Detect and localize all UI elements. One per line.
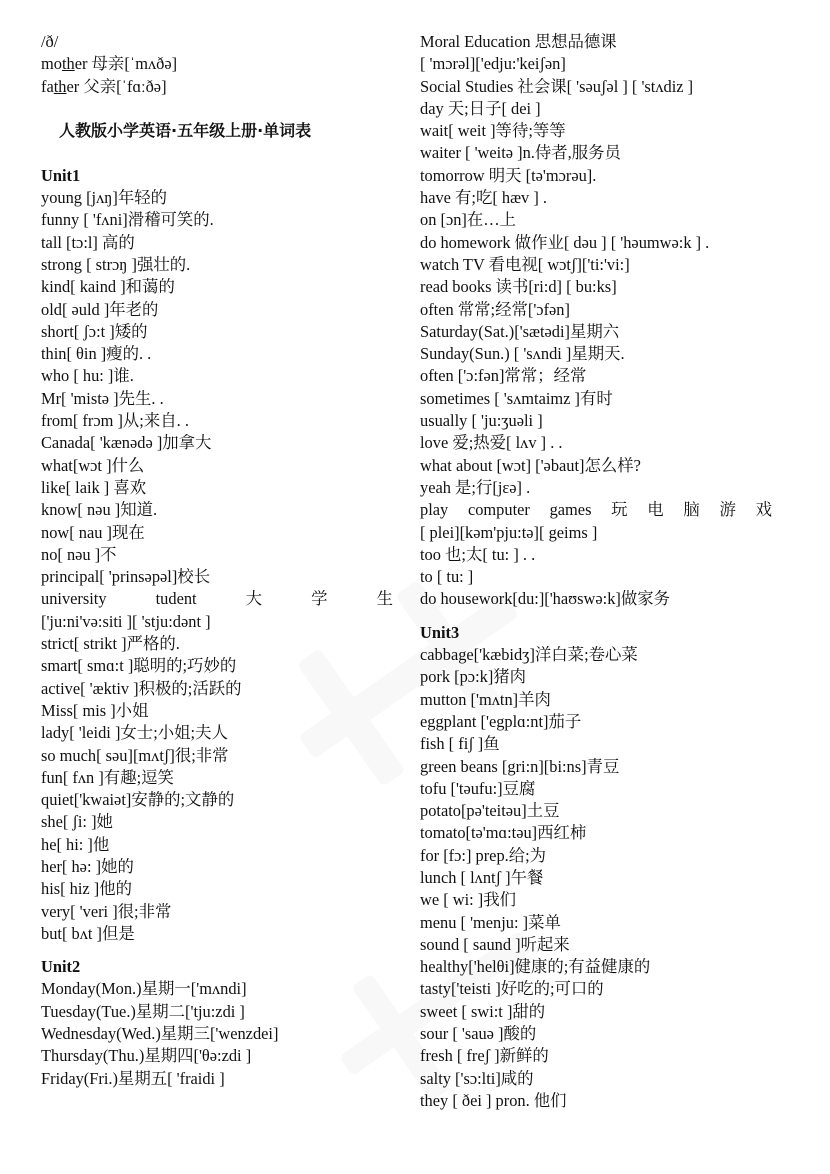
word-entry: usually [ 'ju:ʒuəli ] xyxy=(420,411,543,431)
word-entry: but[ bʌt ]但是 xyxy=(41,923,135,943)
word-entry: strong [ strɔŋ ]强壮的. xyxy=(41,254,191,274)
word-entry: too 也;太[ tu: ] . . xyxy=(420,544,536,564)
word-fragment: 脑 xyxy=(683,500,700,520)
word-entry: lady[ 'leidi ]女士;小姐;夫人 xyxy=(41,723,228,743)
word-entry: like[ laik ] 喜欢 xyxy=(41,477,147,497)
word-list-unit2-cont xyxy=(420,31,772,499)
word-entry: day 天;日子[ dei ] xyxy=(420,98,541,118)
word-entry: strict[ strikt ]严格的. xyxy=(41,634,180,654)
word-entry: short[ ʃɔ:t ]矮的 xyxy=(41,321,148,341)
word-entry: wait[ weit ]等待;等等 xyxy=(420,121,566,141)
word-entry: her[ hə: ]她的 xyxy=(41,856,134,876)
word-entry-university xyxy=(41,588,393,610)
word-entry: what about [wɔt] ['əbaut]怎么样? xyxy=(420,455,641,475)
word-fragment: games xyxy=(549,500,592,520)
word-entry: fresh [ freʃ ]新鲜的 xyxy=(420,1046,549,1066)
word-entry: quiet['kwaiət]安静的;文静的 xyxy=(41,790,235,810)
word-entry: tomato[tə'mɑ:təu]西红柿 xyxy=(420,823,587,843)
unit-heading: Unit2 xyxy=(41,957,81,977)
phoneme-label: /ð/ xyxy=(41,32,59,51)
word-entry: Canada[ 'kænədə ]加拿大 xyxy=(41,433,212,453)
word-entry: green beans [gri:n][bi:ns]青豆 xyxy=(420,756,620,776)
word-entry: fun[ fʌn ]有趣;逗笑 xyxy=(41,767,174,787)
word-entry: funny [ 'fʌni]滑稽可笑的. xyxy=(41,210,214,230)
word-entry: his[ hiz ]他的 xyxy=(41,879,133,899)
word-entry: tasty['teisti ]好吃的;可口的 xyxy=(420,979,604,999)
word-fragment: computer xyxy=(467,500,530,520)
word-fragment: 学 xyxy=(311,589,328,609)
word-entry: Miss[ mis ]小姐 xyxy=(41,700,149,720)
word-entry: Mr[ 'mistə ]先生. . xyxy=(41,388,164,408)
word-fragment: tudent xyxy=(155,589,197,609)
word-entry: fish [ fiʃ ]鱼 xyxy=(420,734,500,754)
word-entry: eggplant ['egplɑ:nt]茄子 xyxy=(420,711,582,731)
word-entry: to [ tu: ] xyxy=(420,567,474,587)
word-entry: do homework 做作业[ dəu ] [ 'həumwə:k ] . xyxy=(420,232,710,252)
word-fragment: 戏 xyxy=(755,500,772,520)
word-entry: tomorrow 明天 [tə'mɔrəu]. xyxy=(420,165,597,185)
word-entry: do housework[du:]['haʊswə:k]做家务 xyxy=(420,589,671,609)
word-entry: watch TV 看电视[ wɔtʃ]['ti:'vi:] xyxy=(420,254,630,274)
document-title: 人教版小学英语·五年级上册·单词表 xyxy=(59,121,312,141)
word-entry: menu [ 'menju: ]菜单 xyxy=(420,912,561,932)
word-entry: Saturday(Sat.)['sætədi]星期六 xyxy=(420,321,620,341)
word-entry: what[wɔt ]什么 xyxy=(41,455,145,475)
word-fragment: 玩 xyxy=(611,500,628,520)
word-list-unit1-cont xyxy=(41,611,393,945)
word-entry: thin[ θin ]瘦的. . xyxy=(41,344,152,364)
word-entry-mother: mother 母亲[ˈmʌðə] xyxy=(41,54,178,74)
word-entry: often 常常;经常['ɔfən] xyxy=(420,299,570,319)
word-entry: salty ['sɔ:lti]咸的 xyxy=(420,1068,534,1088)
word-entry: very[ 'veri ]很;非常 xyxy=(41,901,172,921)
word-entry: potato[pə'teitəu]土豆 xyxy=(420,801,560,821)
word-fragment: 生 xyxy=(376,589,393,609)
word-fragment: play xyxy=(420,500,449,520)
word-entry: love 爱;热爱[ lʌv ] . . xyxy=(420,433,563,453)
word-fragment: university xyxy=(41,589,107,609)
word-entry: mutton ['mʌtn]羊肉 xyxy=(420,689,551,709)
word-entry: [ 'mɔrəl]['edju:'keiʃən] xyxy=(420,54,566,74)
word-entry: Moral Education 思想品德课 xyxy=(420,32,617,51)
word-list-unit3 xyxy=(420,644,772,1112)
word-entry: Friday(Fri.)星期五[ 'fraidi ] xyxy=(41,1068,225,1088)
word-entry: Tuesday(Tue.)星期二['tju:zdi ] xyxy=(41,1001,245,1021)
word-entry: she[ ʃi: ]她 xyxy=(41,812,113,832)
left-column xyxy=(41,31,393,1090)
word-entry: now[ nau ]现在 xyxy=(41,522,145,542)
word-entry: he[ hi: ]他 xyxy=(41,834,110,854)
word-entry: healthy['helθi]健康的;有益健康的 xyxy=(420,957,651,977)
word-entry: often ['ɔ:fən]常常；经常 xyxy=(420,366,587,386)
word-entry-father: father 父亲[ˈfɑːðə] xyxy=(41,76,167,96)
word-entry: principal[ 'prinsəpəl]校长 xyxy=(41,567,211,587)
word-entry: yeah 是;行[jɛə] . xyxy=(420,477,531,497)
word-list-unit2-cont-b xyxy=(420,522,772,611)
word-entry: tofu ['təufu:]豆腐 xyxy=(420,778,536,798)
word-entry: pork [pɔ:k]猪肉 xyxy=(420,667,527,687)
word-entry: no[ nəu ]不 xyxy=(41,544,117,564)
word-entry: sound [ saund ]听起来 xyxy=(420,934,570,954)
word-entry: active[ 'æktiv ]积极的;活跃的 xyxy=(41,678,242,698)
word-entry: they [ ðei ] pron. 他们 xyxy=(420,1090,567,1110)
word-fragment: 大 xyxy=(245,589,263,609)
word-entry: read books 读书[ri:d] [ bu:ks] xyxy=(420,277,617,297)
word-entry: from[ frɔm ]从;来自. . xyxy=(41,411,189,431)
word-entry: Social Studies 社会课[ 'səuʃəl ] [ 'stʌdiz ] xyxy=(420,76,694,96)
word-entry: lunch [ lʌntʃ ]午餐 xyxy=(420,867,544,887)
word-entry: tall [tɔ:l] 高的 xyxy=(41,232,135,252)
right-column xyxy=(420,31,772,1112)
word-entry: Thursday(Thu.)星期四['θə:zdi ] xyxy=(41,1046,252,1066)
word-entry: waiter [ 'weitə ]n.侍者,服务员 xyxy=(420,143,621,163)
word-entry: Monday(Mon.)星期一['mʌndi] xyxy=(41,979,247,999)
word-list-unit1 xyxy=(41,187,393,588)
unit-heading: Unit3 xyxy=(420,622,460,642)
unit-heading: Unit1 xyxy=(41,165,81,185)
word-entry: have 有;吃[ hæv ] . xyxy=(420,188,548,208)
word-entry: for [fɔ:] prep.给;为 xyxy=(420,845,547,865)
word-entry: [ plei][kəm'pju:tə][ geims ] xyxy=(420,522,598,542)
word-entry: smart[ smɑ:t ]聪明的;巧妙的 xyxy=(41,656,237,676)
word-entry: old[ əuld ]年老的 xyxy=(41,299,159,319)
word-list-unit2 xyxy=(41,978,393,1089)
word-entry: young [jʌŋ]年轻的 xyxy=(41,188,168,208)
word-fragment: 游 xyxy=(719,500,736,520)
word-entry: kind[ kaind ]和蔼的 xyxy=(41,277,175,297)
word-entry: know[ nəu ]知道. xyxy=(41,500,158,520)
word-entry: ['ju:ni'və:siti ][ 'stju:dənt ] xyxy=(41,611,211,631)
word-entry: sweet [ swi:t ]甜的 xyxy=(420,1001,546,1021)
word-entry: so much[ səu][mʌtʃ]很;非常 xyxy=(41,745,229,765)
word-entry: sour [ 'sauə ]酸的 xyxy=(420,1024,537,1044)
word-entry: who [ hu: ]谁. xyxy=(41,366,134,386)
word-entry: cabbage['kæbidʒ]洋白菜;卷心菜 xyxy=(420,645,638,665)
word-entry: Sunday(Sun.) [ 'sʌndi ]星期天. xyxy=(420,344,625,364)
word-entry-play-computer-games xyxy=(420,499,772,521)
word-entry: sometimes [ 'sʌmtaimz ]有时 xyxy=(420,388,613,408)
word-entry: we [ wi: ]我们 xyxy=(420,890,517,910)
word-fragment: 电 xyxy=(647,500,664,520)
word-entry: Wednesday(Wed.)星期三['wenzdei] xyxy=(41,1024,279,1044)
word-entry: on [ɔn]在…上 xyxy=(420,210,517,230)
